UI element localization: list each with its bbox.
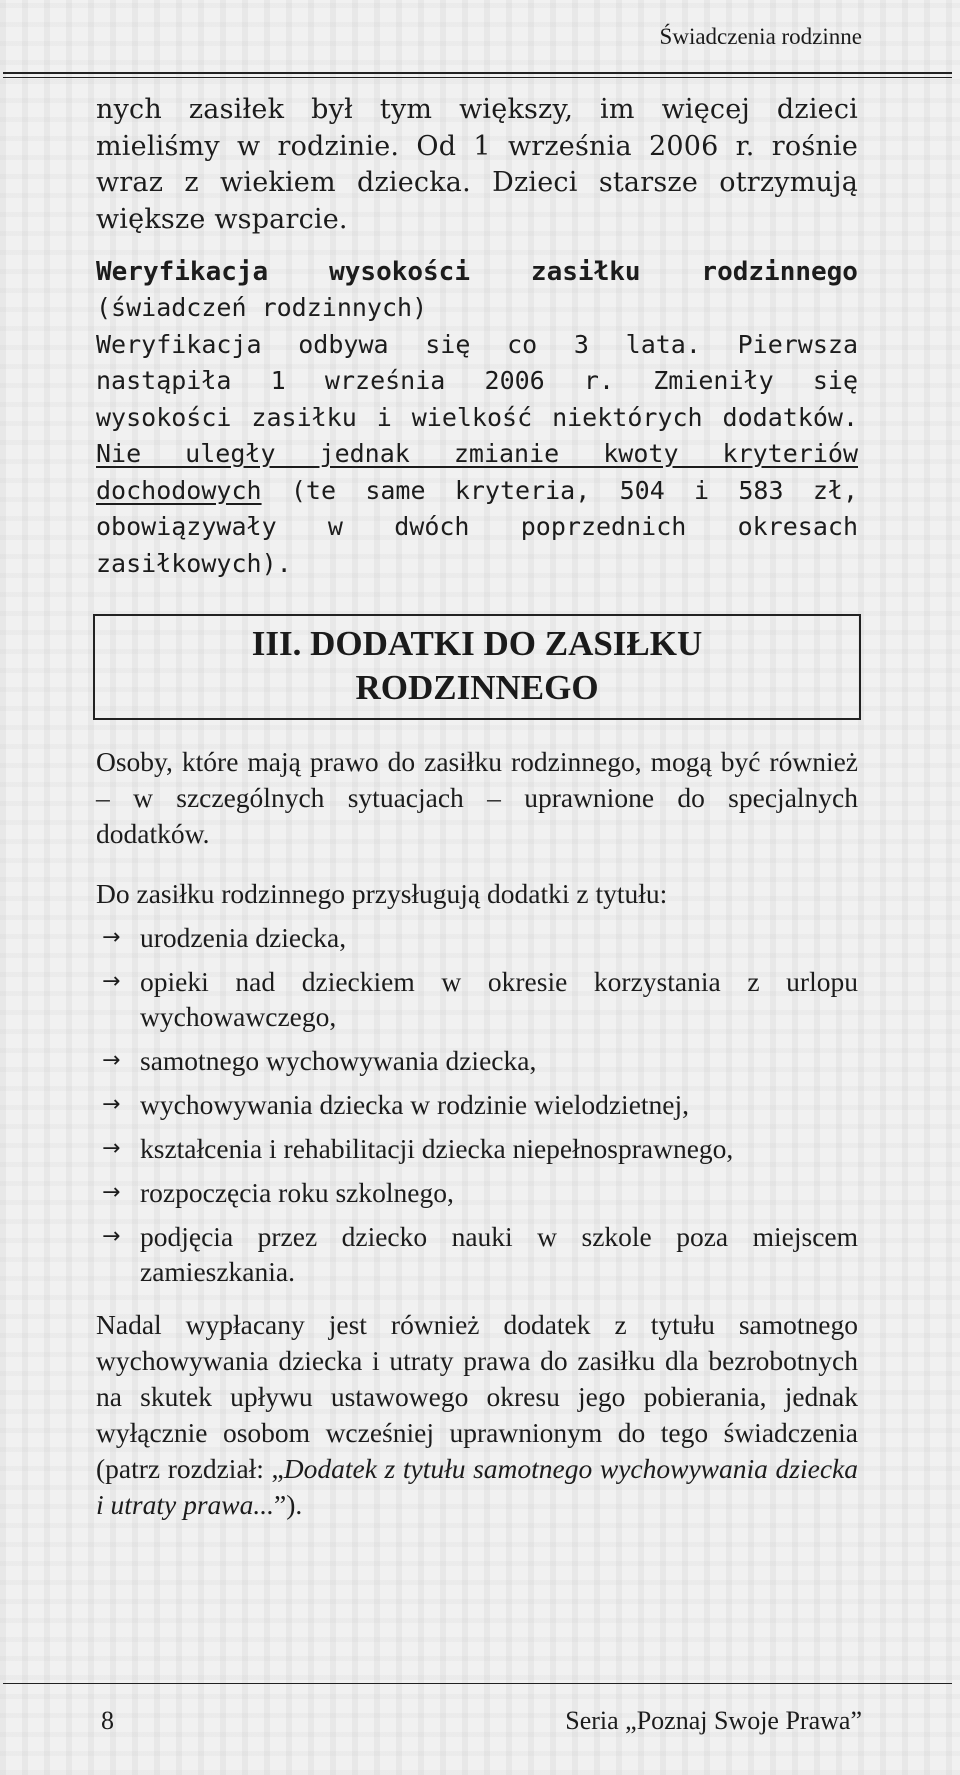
verification-text-part1: Weryfikacja odbywa się co 3 lata. Pierwsza nastąpiła 1 września 2006 r. Zmieniły się wysokości zasiłku i wielkość niektórych dodatków. (96, 329, 858, 432)
heading-word: wysokości (329, 257, 470, 287)
section-title-line1: III. DODATKI DO ZASIŁKU (251, 624, 703, 663)
verification-text-part2: (te same kryteria, 504 i 583 zł, obowiązywały w dwóch poprzednich okresach zasiłkowych). (96, 475, 858, 578)
arrow-right-icon: → (102, 1180, 121, 1205)
heading-word: zasiłku (530, 257, 641, 287)
heading-word: Weryfikacja (96, 257, 269, 287)
intro-paragraph: nych zasiłek był tym większy, im więcej dzieci mieliśmy w rodzinie. Od 1 września 2006 r. rośnie wraz z wiekiem dziecka. Dzieci starsze otrzymują większe wsparcie. (96, 94, 858, 235)
chapter-reference: Dodatek z tytułu samotnego wychowywania dziecka i utraty prawa... (96, 1453, 858, 1520)
arrow-right-icon: → (102, 1136, 121, 1161)
heading-word: rodzinnego (701, 257, 858, 287)
list-item: → urodzenia dziecka, (102, 922, 347, 953)
arrow-right-icon: → (102, 1048, 121, 1073)
verification-block (96, 254, 858, 582)
section-body (96, 744, 858, 1523)
list-item: → samotnego wychowywania dziecka, (102, 1045, 537, 1076)
running-header: Świadczenia rodzinne (659, 24, 862, 49)
verification-subheading: (świadczeń rodzinnych) (96, 293, 428, 322)
arrow-right-icon: → (102, 1092, 121, 1117)
page-number: 8 (101, 1706, 114, 1735)
verification-text (96, 327, 858, 583)
section-title-box (93, 614, 861, 720)
verification-underlined-text: Nie uległy jednak zmianie kwoty kryteriów dochodowych (96, 439, 858, 505)
verification-heading (96, 254, 858, 290)
footer-rule (3, 1683, 952, 1684)
list-item: → opieki nad dzieckiem w okresie korzystania z urlopu wychowawczego, (102, 966, 858, 1032)
body-paragraph: Osoby, które mają prawo do zasiłku rodzinnego, mogą być również – w szczególnych sytuacjach – uprawnione do specjalnych dodatków. (96, 746, 858, 849)
list-item: → podjęcia przez dziecko nauki w szkole poza miejscem zamieszkania. (102, 1221, 858, 1287)
page-content (96, 92, 858, 1523)
arrow-right-icon: → (102, 925, 121, 950)
list-item: → wychowywania dziecka w rodzinie wielodzietnej, (102, 1089, 690, 1120)
header-rule-thin (3, 77, 952, 78)
allowance-list (96, 920, 858, 1289)
arrow-right-icon: → (102, 969, 121, 994)
arrow-right-icon: → (102, 1224, 121, 1249)
list-item: → kształcenia i rehabilitacji dziecka niepełnosprawnego, (102, 1133, 734, 1164)
section-title-line2: RODZINNEGO (355, 668, 599, 707)
series-title: Seria „Poznaj Swoje Prawa” (565, 1706, 862, 1735)
list-item: → rozpoczęcia roku szkolnego, (102, 1177, 454, 1208)
closing-paragraph: Nadal wypłacany jest również dodatek z tytułu samotnego wychowywania dziecka i utraty prawa do zasiłku dla bezrobotnych na skutek upływu ustawowego okresu jego pobierania, jednak wyłącznie osobom wcześniej uprawnionym do tego świadczenia (patrz rozdział: „Dodatek z tytułu samotnego wychowywania dziecka i utraty prawa...”). (96, 1309, 858, 1520)
header-rule (3, 72, 952, 74)
list-intro: Do zasiłku rodzinnego przysługują dodatki z tytułu: (96, 878, 668, 909)
